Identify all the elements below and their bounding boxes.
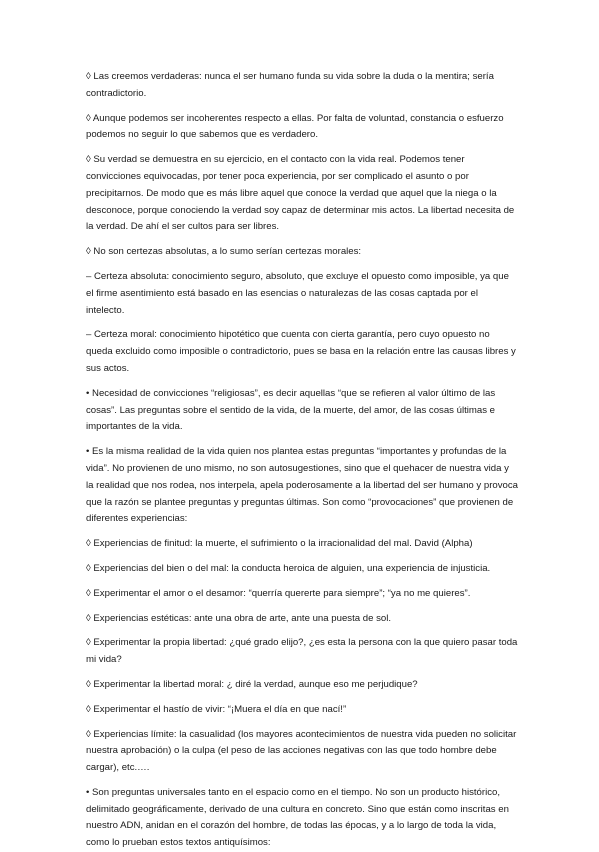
paragraph-incoherence: ◊ Aunque podemos ser incoherentes respecto a ellas. Por falta de voluntad, constancia o esfuerzo podemos no seguir lo que sabemos que es verdadero.	[86, 112, 504, 141]
paragraph-limit-experiences: ◊ Experiencias límite: la casualidad (los mayores acontecimientos de nuestra vida pueden no solicitar nuestra aprobación) o la culpa (el peso de las acciones negativas con las que todo hombre debe cargar), etc.….	[86, 728, 517, 774]
paragraph-truth-in-practice: ◊ Su verdad se demuestra en su ejercicio, en el contacto con la vida real. Podemos tener convicciones equivocadas, por tener poca experiencia, por ser complicado el asunto o por precipitarnos. De modo que es más libre aquel que conoce la verdad que aquel que la niega o la desconoce, porque conociendo la verdad soy capaz de determinar mis actos. La libertad necesita de la verdad. De ahí el ser cultos para ser libres.	[86, 154, 515, 233]
paragraph-moral-freedom: ◊ Experimentar la libertad moral: ¿ diré la verdad, aunque eso me perjudique?	[86, 678, 418, 690]
paragraph-reality-questions: • Es la misma realidad de la vida quien nos plantea estas preguntas “importantes y profundas de la vida”. No provienen de uno mismo, no son autosugestiones, sino que el quehacer de nuestra vida y la realidad que nos rodea, nos interpela, apela poderosamente a la libertad del ser humano y provoca que la razón se plantee preguntas y preguntas últimas. Son como “provocaciones” que provienen de diferentes experiencias:	[86, 446, 518, 525]
paragraph-religious-convictions: • Necesidad de convicciones “religiosas”, es decir aquellas “que se refieren al valor último de las cosas”. Las preguntas sobre el sentido de la vida, de la muerte, del amor, de las cosas últimas e importantes de la vida.	[86, 387, 496, 433]
paragraph-moral-certainty: – Certeza moral: conocimiento hipotético que cuenta con cierta garantía, pero cuyo opuesto no queda excluido como imposible o contradictorio, pues se basa en la relación entre las causas libres y sus actos.	[86, 329, 516, 374]
paragraph-finitude: ◊ Experiencias de finitud: la muerte, el sufrimiento o la irracionalidad del mal. David (Alpha)	[86, 538, 473, 550]
paragraph-universal-questions: • Son preguntas universales tanto en el espacio como en el tiempo. No son un producto histórico, delimitado geográficamente, derivado de una cultura en concreto. Sino que están como inscritas en nuestro ADN, anidan en el corazón del hombre, de todas las épocas, y a lo largo de toda la vida, como lo prueban estos textos antiquísimos:	[86, 786, 509, 849]
paragraph-moral-certainties: ◊ No son certezas absolutas, a lo sumo serían certezas morales:	[86, 246, 362, 258]
paragraph-freedom: ◊ Experimentar la propia libertad: ¿qué grado elijo?, ¿es esta la persona con la que quiero pasar toda mi vida?	[86, 637, 518, 666]
paragraph-good-evil: ◊ Experiencias del bien o del mal: la conducta heroica de alguien, una experiencia de injusticia.	[86, 562, 491, 574]
paragraph-aesthetic: ◊ Experiencias estéticas: ante una obra de arte, ante una puesta de sol.	[86, 612, 392, 624]
paragraph-absolute-certainty: – Certeza absoluta: conocimiento seguro, absoluto, que excluye el opuesto como imposible, ya que el firme asentimiento está basado en las esencias o naturalezas de las cosas captada por el intelecto.	[86, 270, 509, 316]
paragraph-convictions-true: ◊ Las creemos verdaderas: nunca el ser humano funda su vida sobre la duda o la mentira; sería contradictorio.	[86, 71, 494, 99]
paragraph-weariness: ◊ Experimentar el hastío de vivir: “¡Muera el día en que nací!”	[86, 703, 347, 715]
paragraph-love: ◊ Experimentar el amor o el desamor: “querría quererte para siempre”; “ya no me quieres”.	[86, 587, 471, 599]
